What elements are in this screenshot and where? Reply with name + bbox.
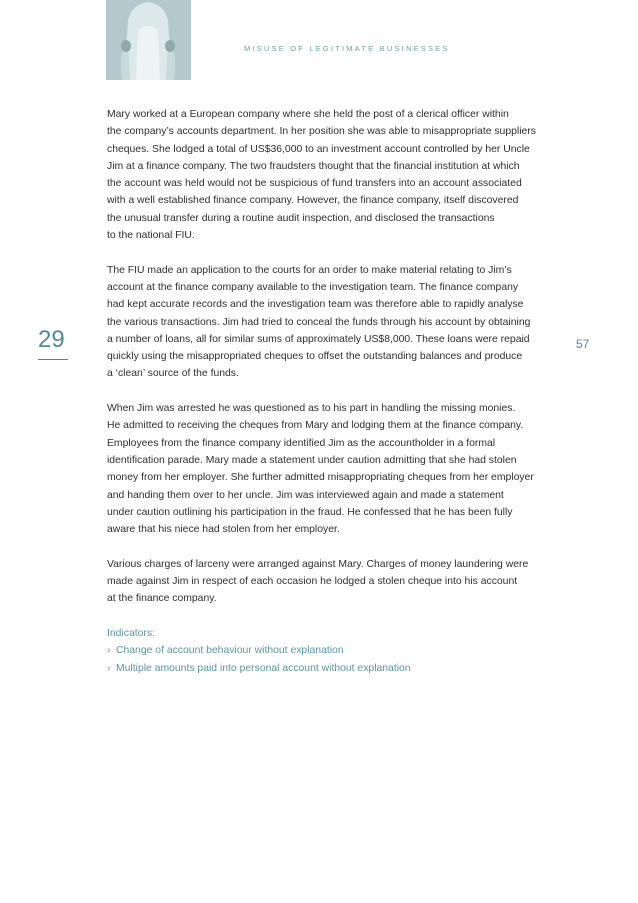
text-line: Employees from the finance company identified Jim as the accountholder in a formal <box>107 437 496 449</box>
text-line: a ‘clean’ source of the funds. <box>107 368 239 380</box>
text-line: Various charges of larceny were arranged against Mary. Charges of money laundering were <box>107 558 529 570</box>
text-line: aware that his niece had stolen from her employer. <box>107 524 340 536</box>
indicators-block <box>107 625 535 677</box>
case-body <box>107 106 535 677</box>
text-line: cheques. She lodged a total of US$36,000 to an investment account controlled by her Uncle <box>107 143 530 155</box>
page-number: 57 <box>576 337 590 351</box>
text-line: quickly using the misappropriated cheques to offset the outstanding balances and produce <box>107 351 523 363</box>
paragraph-4 <box>107 556 535 608</box>
text-line: the company’s accounts department. In her position she was able to misappropriate suppliers <box>107 126 536 138</box>
text-line: had kept accurate records and the investigation team was therefore able to rapidly analyse <box>107 299 524 311</box>
paragraph-1 <box>107 106 535 244</box>
text-line: made against Jim in respect of each occasion he lodged a stolen cheque into his account <box>107 576 518 588</box>
running-head: MISUSE OF LEGITIMATE BUSINESSES <box>244 44 450 53</box>
chevron-right-icon: › <box>107 645 111 657</box>
text-line: money from her employer. She further admitted misappropriating cheques from her employer <box>107 472 534 484</box>
text-line: a number of loans, all for similar sums of approximately US$8,000. These loans were repaid <box>107 333 530 345</box>
case-number: 29 <box>38 326 65 353</box>
text-line: at the finance company. <box>107 593 217 605</box>
indicator-item <box>107 660 535 677</box>
text-line: Jim at a finance company. The two fraudsters thought that the financial institution at which <box>107 160 520 172</box>
paragraph-2 <box>107 262 535 383</box>
text-line: to the national FIU. <box>107 230 195 242</box>
text-line: The FIU made an application to the courts for an order to make material relating to Jim’s <box>107 264 512 276</box>
paragraph-3 <box>107 400 535 538</box>
indicator-text: Multiple amounts paid into personal account without explanation <box>116 662 411 674</box>
person-photo-icon <box>106 0 191 80</box>
chevron-right-icon: › <box>107 662 111 674</box>
indicator-item <box>107 642 535 659</box>
header-photo <box>106 0 191 80</box>
indicators-title: Indicators: <box>107 627 155 639</box>
text-line: identification parade. Mary made a statement under caution admitting that she had stolen <box>107 454 517 466</box>
case-number-rule <box>38 359 68 360</box>
text-line: the unusual transfer during a routine audit inspection, and disclosed the transactions <box>107 212 495 224</box>
text-line: account at the finance company available to the investigation team. The finance company <box>107 281 519 293</box>
text-line: under caution outlining his participation in the fraud. He confessed that he has been fully <box>107 506 513 518</box>
text-line: with a well established finance company. However, the finance company, itself discovered <box>107 195 519 207</box>
text-line: Mary worked at a European company where she held the post of a clerical officer within <box>107 109 509 120</box>
text-line: the account was held would not be suspicious of fund transfers into an account associated <box>107 178 522 190</box>
text-line: the various transactions. Jim had tried to conceal the funds through his account by obtaining <box>107 316 531 328</box>
text-line: and handing them over to her uncle. Jim was interviewed again and made a statement <box>107 489 504 501</box>
text-line: He admitted to receiving the cheques from Mary and lodging them at the finance company. <box>107 420 524 432</box>
text-line: When Jim was arrested he was questioned as to his part in handling the missing monies. <box>107 403 516 415</box>
indicator-text: Change of account behaviour without explanation <box>116 645 344 657</box>
